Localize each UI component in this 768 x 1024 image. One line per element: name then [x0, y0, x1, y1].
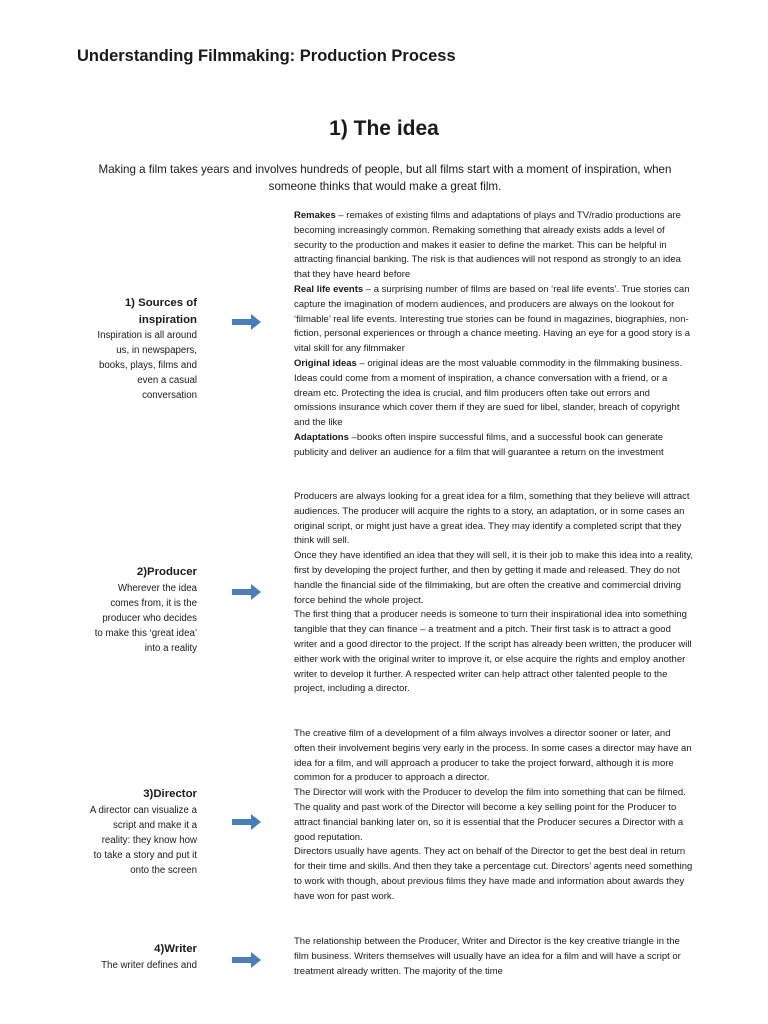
paragraph: The Director will work with the Producer to develop the film into something that can be filmed. The quality and past work of the Director will become a key selling point for the Producer to attract financial banking later on, so it is essential that the Producer secures a Director with a good reputation. — [294, 787, 686, 843]
document-header: Understanding Filmmaking: Production Process — [77, 47, 456, 65]
section-3-body — [294, 727, 694, 905]
term-original-ideas: Original ideas — [294, 357, 357, 369]
paragraph: Adaptations –books often inspire successful films, and a successful book can generate publicity and deliver an audience for a film that will guarantee a return on the investment — [294, 431, 664, 458]
section-1-desc-line: even a casual — [137, 375, 197, 386]
section-1-heading-line2: inspiration — [138, 313, 197, 326]
section-2-heading: 2)Producer — [136, 566, 197, 578]
section-1-desc-line: Inspiration is all around — [97, 330, 197, 341]
section-1-desc-line: conversation — [142, 390, 197, 401]
term-real-life-events: Real life events — [294, 283, 364, 295]
paragraph: Real life events – a surprising number of films are based on ‘real life events’. True stories can capture the imagination of modern audiences, and producers are always on the lookout for ‘filmable’ real life events. Interesting true stories can be found in magazines, biographies, non-fiction, personal experiences or through a chance meeting. Having an eye for a good story is a vital skill for any filmmaker — [294, 283, 691, 355]
term-adaptations: Adaptations — [294, 431, 349, 443]
section-1-desc-line: books, plays, films and — [99, 360, 197, 371]
paragraph: Original ideas – original ideas are the most valuable commodity in the filmmaking business. Ideas could come from a moment of inspiration, a chance conversation with a friend, or a dream etc. Protecting the idea is crucial, and film producers often take out errors and omissions insurance which cover them if they are sued for libel, slander, breach of copyright and the like — [294, 357, 683, 429]
right-arrow-icon — [232, 814, 261, 830]
paragraph: Directors usually have agents. They act on behalf of the Director to get the best deal in return for their time and skills. And then they take a percentage cut. Directors’ agents need something to work with though, about previous films they have made and information about awards they have won for past work. — [294, 846, 693, 902]
section-2-label — [60, 564, 197, 656]
intro-paragraph: Making a film takes years and involves hundreds of people, but all films start with a moment of inspiration, when someone thinks that would make a great film. — [98, 163, 672, 193]
section-3-desc-line: script and make it a — [113, 819, 197, 831]
paragraph: Remakes – remakes of existing films and adaptations of plays and TV/radio productions are becoming increasingly common. Remaking something that already exists adds a level of security to the production and makes it easier to define the market. This can be helpful in attracting financial banking. The risk is that audiences will not respond as strongly to an idea that they have heard before — [294, 210, 681, 281]
section-3-label — [60, 786, 197, 878]
section-2-desc-line: into a reality — [144, 642, 197, 654]
section-2-body — [294, 490, 694, 697]
section-1-heading: 1) Sources of — [124, 297, 197, 309]
section-4-heading: 4)Writer — [154, 943, 197, 955]
paragraph: The relationship between the Producer, Writer and Director is the key creative triangle in the film business. Writers themselves will usually have an idea for a film and will have a script or treatment already written. The majority of the time — [294, 936, 681, 977]
section-3-heading: 3)Director — [143, 788, 197, 800]
section-2-desc-line: Wherever the idea — [117, 582, 197, 594]
right-arrow-icon — [232, 584, 261, 600]
paragraph: The creative film of a development of a film always involves a director sooner or later, and often their involvement begins very early in the process. In some cases a director may have an idea for a film, and will approach a producer to take the project forward, although it is more common for a producer to approach a director. — [294, 728, 692, 784]
section-4-label — [60, 941, 197, 973]
section-3-desc-line: to take a story and put it — [93, 849, 197, 861]
section-3-desc-line: A director can visualize a — [89, 804, 197, 816]
paragraph: The first thing that a producer needs is someone to turn their inspirational idea into something tangible that they can finance – a treatment and a pitch. Their first task is to attract a good writer and a good director to the project. If the script has already been written, the producer will either work with the original writer to improve it, or else acquire the rights and employ another writer to develop it further. A respected writer can help attract other talented people to the project, including a director. — [294, 609, 692, 695]
paragraph: Producers are always looking for a great idea for a film, something that they believe will attract audiences. The producer will acquire the rights to a story, an adaptation, or in some cases an original script, or might just have a great idea. They may identify a completed script that they think will sell. — [294, 491, 690, 547]
section-1-label — [60, 295, 197, 403]
section-1-body — [294, 209, 694, 461]
section-3-desc-line: onto the screen — [130, 864, 197, 876]
section-3-desc-line: reality: they know how — [101, 834, 197, 846]
section-2-desc-line: producer who decides — [102, 612, 197, 624]
section-2-desc-line: comes from, it is the — [110, 597, 197, 609]
section-2-desc-line: to make this ‘great idea’ — [94, 627, 197, 639]
section-4-desc-line: The writer defines and — [101, 959, 197, 971]
page-title: 1) The idea — [329, 117, 439, 140]
paragraph: Once they have identified an idea that they will sell, it is their job to make this idea into a reality, first by developing the project further, and then by getting it made and released. They do not handle the financial side of the filmmaking, but are often the creative and commercial driving force behind the whole project. — [294, 550, 694, 606]
section-1-desc-line: us, in newspapers, — [116, 345, 197, 356]
term-remakes: Remakes — [294, 210, 336, 221]
right-arrow-icon — [232, 952, 261, 968]
right-arrow-icon — [232, 314, 261, 330]
section-4-body — [294, 935, 694, 979]
